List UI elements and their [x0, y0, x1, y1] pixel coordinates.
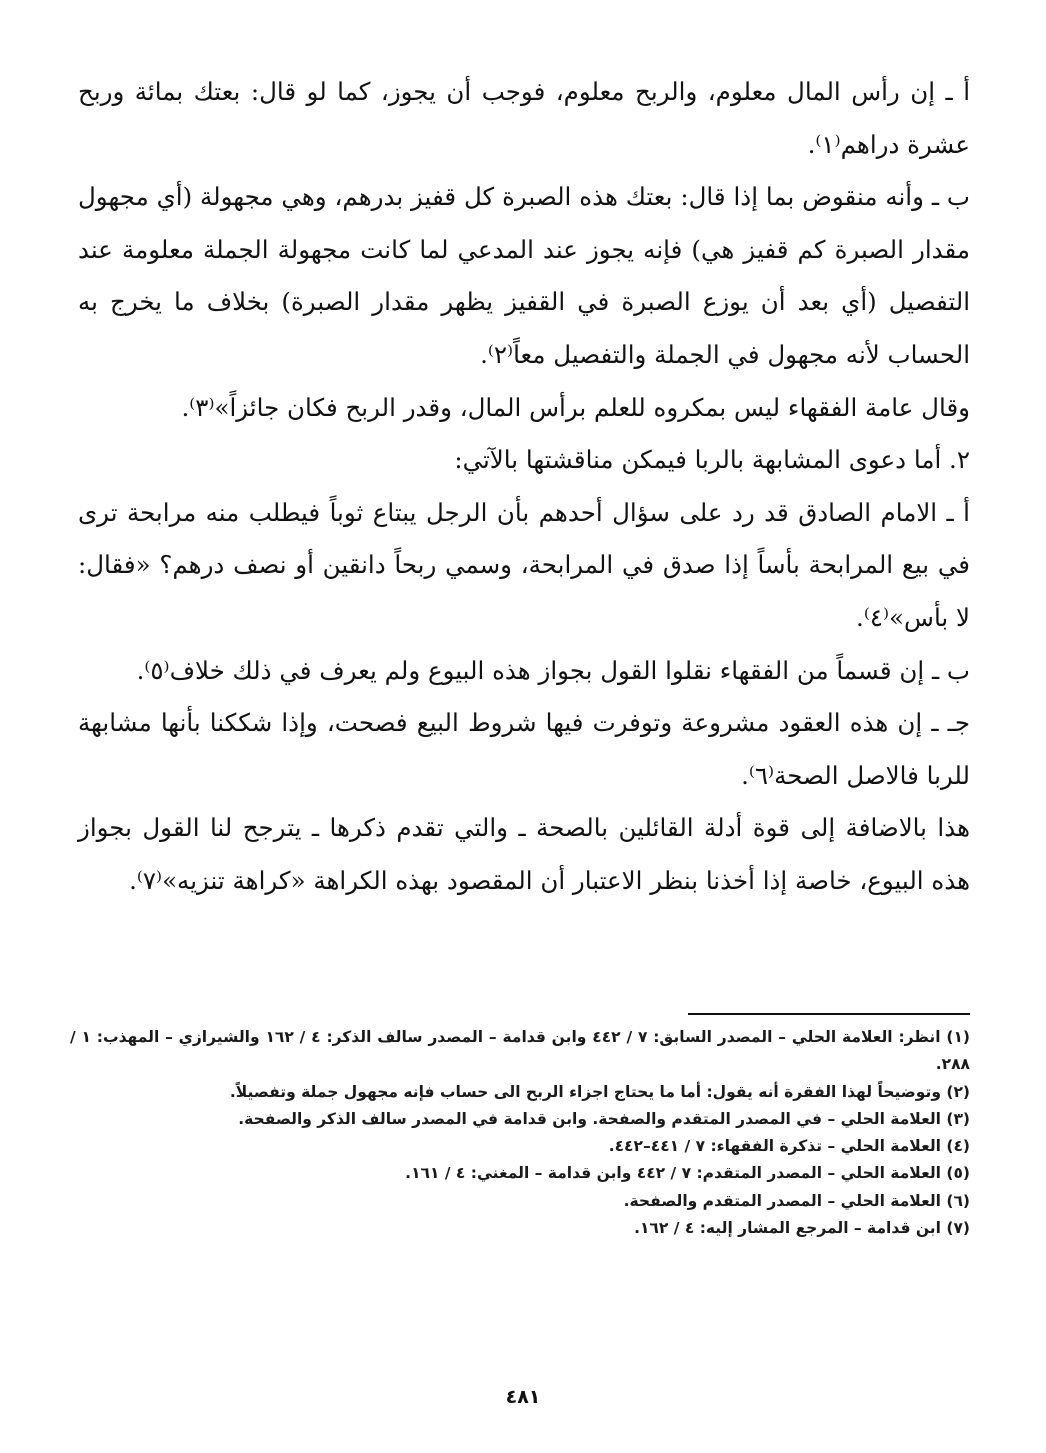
paragraph-jurists-opinion: وقال عامة الفقهاء ليس بمكروه للعلم برأس المال، وقدر الربح فكان جائزاً»⁽٣⁾.: [181, 392, 970, 422]
footnote-2: (٢) وتوضيحاً لهذا الفقرة أنه يقول: أما ما يحتاج اجزاء الربح الى حساب فإنه مجهول جملة وتفصيلاً.: [229, 1082, 970, 1101]
footnote-4: (٤) العلامة الحلي – تذكرة الفقهاء: ٧ / ٤٤١–٤٤٢.: [608, 1137, 970, 1156]
paragraph-b-jurists-consensus: ب ـ إن قسماً من الفقهاء نقلوا القول بجواز هذه البيوع ولم يعرف في ذلك خلاف⁽٥⁾.: [136, 655, 970, 685]
paragraph-j-contracts-valid: جـ ـ إن هذه العقود مشروعة وتوفرت فيها شروط البيع فصحت، وإذا شككنا بأنها مشابهة للربا فالاصل الصحة⁽٦⁾.: [78, 708, 970, 790]
footnotes-section: [70, 1024, 970, 1242]
footnote-7: (٧) ابن قدامة – المرجع المشار إليه: ٤ / ١٦٢.: [634, 1219, 970, 1238]
paragraph-2-riba-claim: ٢. أما دعوى المشابهة بالربا فيمكن مناقشتها بالآتي:: [454, 445, 970, 475]
paragraph-conclusion: هذا بالاضافة إلى قوة أدلة القائلين بالصحة ـ والتي تقدم ذكرها ـ يترجح لنا القول بجواز هذه البيوع، خاصة إذا أخذنا بنظر الاعتبار أن المقصود بهذه الكراهة «كراهة تنزيه»⁽٧⁾.: [78, 813, 970, 895]
main-text: [78, 66, 970, 908]
paragraph-b-sabra-objection: ب ـ وأنه منقوض بما إذا قال: بعتك هذه الصبرة كل قفيز بدرهم، وهي مجهولة (أي مجهول مقدار الصبرة كم قفيز هي) فإنه يجوز عند المدعي لما كانت مجهولة الجملة معلومة عند التفصيل (أي بعد أن يوزع الصبرة في القفيز يظهر مقدار الصبرة) بخلاف ما يخرج به الحساب لأنه مجهول في الجملة والتفصيل معاً⁽٢⁾.: [78, 182, 971, 369]
footnote-6: (٦) العلامة الحلي – المصدر المتقدم والصفحة.: [623, 1191, 970, 1210]
paragraph-a-imam-sadiq: أ ـ الامام الصادق قد رد على سؤال أحدهم بأن الرجل يبتاع ثوباً فيطلب منه مرابحة ترى في بيع المرابحة بأساً إذا صدق في المرابحة، وسمي ربحاً دانقين أو نصف درهم؟ «فقال: لا بأس»⁽٤⁾.: [78, 497, 970, 632]
footnote-divider: [688, 1013, 970, 1015]
footnote-5: (٥) العلامة الحلي – المصدر المتقدم: ٧ / ٤٤٢ وابن قدامة – المغني: ٤ / ١٦١.: [405, 1164, 970, 1183]
paragraph-a-capital-known: أ ـ إن رأس المال معلوم، والربح معلوم، فوجب أن يجوز، كما لو قال: بعتك بمائة وربح عشرة دراهم⁽١⁾.: [78, 77, 970, 159]
page-number: ٤٨١: [505, 1386, 541, 1408]
footnote-3: (٣) العلامة الحلي – في المصدر المتقدم والصفحة. وابن قدامة في المصدر سالف الذكر والصفحة.: [238, 1109, 970, 1128]
footnote-1: (١) انظر: العلامة الحلي – المصدر السابق: ٧ / ٤٤٢ وابن قدامة – المصدر سالف الذكر: ٤ / ١٦٢ والشيرازي – المهذب: ١ / ٢٨٨.: [70, 1028, 970, 1074]
